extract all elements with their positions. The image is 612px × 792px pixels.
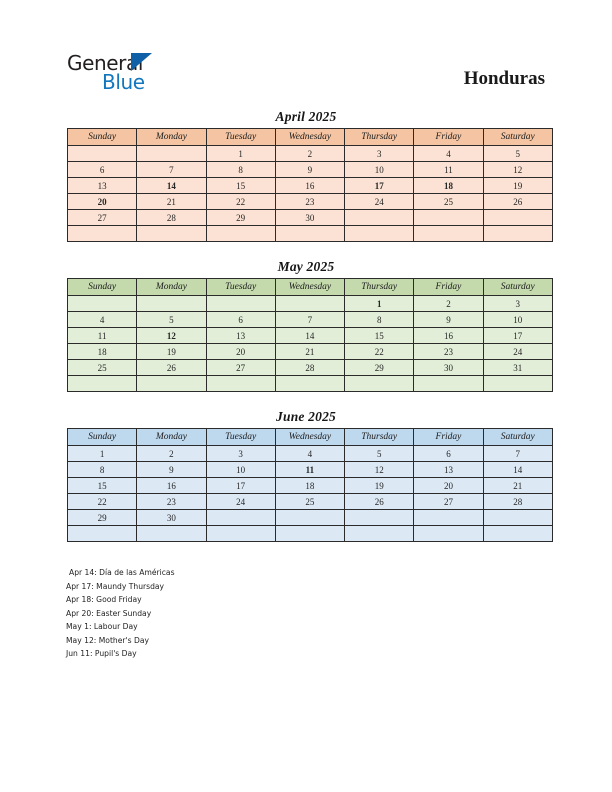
weekday-header-monday: Monday <box>137 279 206 296</box>
calendar-day-holiday[interactable]: 12 <box>137 328 206 344</box>
holiday-legend-item: Apr 14: Día de las Américas <box>69 568 175 577</box>
weekday-header-tuesday: Tuesday <box>206 129 275 146</box>
calendar-day[interactable]: 26 <box>345 494 414 510</box>
logo-triangle-icon <box>131 53 152 71</box>
weekday-header-thursday: Thursday <box>345 279 414 296</box>
calendar-day[interactable]: 2 <box>275 146 344 162</box>
weekday-header-wednesday: Wednesday <box>275 279 344 296</box>
logo-text-general: General <box>67 51 144 75</box>
weekday-header-tuesday: Tuesday <box>206 279 275 296</box>
weekday-header-friday: Friday <box>414 429 483 446</box>
calendar-day[interactable]: 7 <box>275 312 344 328</box>
weekday-header-row <box>68 429 553 446</box>
calendar-day[interactable]: 5 <box>345 446 414 462</box>
calendar-day[interactable]: 6 <box>68 162 137 178</box>
calendar-week-row <box>68 210 553 226</box>
calendar-day-empty <box>275 226 344 242</box>
calendar-day[interactable]: 18 <box>275 478 344 494</box>
calendar-day-empty <box>483 376 552 392</box>
calendar-week-row <box>68 312 553 328</box>
calendar-day[interactable]: 21 <box>275 344 344 360</box>
calendar-day-holiday[interactable]: 20 <box>68 194 137 210</box>
calendar-day[interactable]: 7 <box>137 162 206 178</box>
calendar-day[interactable]: 11 <box>414 162 483 178</box>
calendar-day[interactable]: 13 <box>68 178 137 194</box>
calendar-day[interactable]: 27 <box>206 360 275 376</box>
calendar-day-empty <box>345 226 414 242</box>
holiday-legend-item: May 1: Labour Day <box>66 622 138 632</box>
calendar-day[interactable]: 29 <box>68 510 137 526</box>
calendar-day[interactable]: 16 <box>414 328 483 344</box>
weekday-header-saturday: Saturday <box>483 129 552 146</box>
calendar-week-row <box>68 494 553 510</box>
calendar-day[interactable]: 24 <box>206 494 275 510</box>
calendar-day-empty <box>345 526 414 542</box>
calendar-day[interactable]: 10 <box>206 462 275 478</box>
calendar-day[interactable]: 9 <box>275 162 344 178</box>
calendar-day-empty <box>345 510 414 526</box>
calendar-day[interactable]: 8 <box>68 462 137 478</box>
calendar-day-empty <box>345 376 414 392</box>
weekday-header-saturday: Saturday <box>483 429 552 446</box>
calendar-day[interactable]: 6 <box>206 312 275 328</box>
month-title: June 2025 <box>276 409 336 424</box>
calendar-day[interactable]: 8 <box>206 162 275 178</box>
calendar-day-holiday[interactable]: 11 <box>275 462 344 478</box>
calendar-day[interactable]: 15 <box>345 328 414 344</box>
calendar-day-empty <box>483 226 552 242</box>
month-title: May 2025 <box>277 259 335 274</box>
calendar-day[interactable]: 4 <box>414 146 483 162</box>
holiday-legend-item: Jun 11: Pupil's Day <box>66 649 137 659</box>
weekday-header-thursday: Thursday <box>345 129 414 146</box>
holiday-legend-item: Apr 20: Easter Sunday <box>66 608 152 618</box>
calendar-day[interactable]: 22 <box>68 494 137 510</box>
calendar-day-empty <box>414 376 483 392</box>
calendar-day[interactable]: 12 <box>345 462 414 478</box>
weekday-header-monday: Monday <box>137 129 206 146</box>
calendar-week-row <box>68 478 553 494</box>
calendar-day[interactable]: 30 <box>414 360 483 376</box>
calendar-week-row <box>68 178 553 194</box>
calendar-day[interactable]: 7 <box>483 446 552 462</box>
calendar-grid <box>67 278 553 392</box>
calendar-day-empty <box>206 296 275 312</box>
calendar-day[interactable]: 5 <box>137 312 206 328</box>
calendar-day[interactable]: 23 <box>137 494 206 510</box>
calendar-day-empty <box>345 210 414 226</box>
weekday-header-tuesday: Tuesday <box>206 429 275 446</box>
calendar-day-holiday[interactable]: 17 <box>345 178 414 194</box>
calendar-day[interactable]: 3 <box>206 446 275 462</box>
calendar-day-empty <box>206 376 275 392</box>
weekday-header-monday: Monday <box>137 429 206 446</box>
holiday-legend <box>66 566 466 661</box>
calendar-day[interactable]: 22 <box>345 344 414 360</box>
calendar-day[interactable]: 17 <box>206 478 275 494</box>
calendar-day[interactable]: 3 <box>345 146 414 162</box>
calendar-grid <box>67 428 553 542</box>
calendar-body <box>68 146 553 242</box>
holiday-legend-item: Apr 17: Maundy Thursday <box>66 581 165 591</box>
weekday-header-saturday: Saturday <box>483 279 552 296</box>
calendar-body <box>68 446 553 542</box>
calendar-day[interactable]: 1 <box>206 146 275 162</box>
weekday-header-friday: Friday <box>414 129 483 146</box>
calendar-week-row <box>68 194 553 210</box>
calendar-month-june <box>67 408 545 542</box>
calendar-day-empty <box>137 376 206 392</box>
weekday-header-row <box>68 279 553 296</box>
calendar-day[interactable]: 1 <box>68 446 137 462</box>
calendar-day-empty <box>137 296 206 312</box>
calendar-day-empty <box>483 510 552 526</box>
weekday-header-wednesday: Wednesday <box>275 129 344 146</box>
calendar-week-row <box>68 446 553 462</box>
calendar-day-empty <box>68 376 137 392</box>
calendar-day[interactable]: 16 <box>137 478 206 494</box>
calendar-day-empty <box>483 210 552 226</box>
calendar-day[interactable]: 28 <box>137 210 206 226</box>
calendar-day[interactable]: 30 <box>275 210 344 226</box>
calendar-day[interactable]: 12 <box>483 162 552 178</box>
calendar-day[interactable]: 31 <box>483 360 552 376</box>
calendar-month-may <box>67 258 545 392</box>
calendar-day-empty <box>137 226 206 242</box>
holiday-legend-item: Apr 18: Good Friday <box>66 595 142 605</box>
page-title: Honduras <box>463 68 545 89</box>
calendar-day-empty <box>414 526 483 542</box>
calendar-day-empty <box>206 510 275 526</box>
calendar-day[interactable]: 24 <box>483 344 552 360</box>
calendar-day[interactable]: 2 <box>137 446 206 462</box>
calendar-day-empty <box>414 510 483 526</box>
calendar-day-empty <box>275 376 344 392</box>
calendar-day[interactable]: 5 <box>483 146 552 162</box>
calendar-day[interactable]: 9 <box>137 462 206 478</box>
calendar-day[interactable]: 27 <box>414 494 483 510</box>
calendar-week-row <box>68 360 553 376</box>
calendar-day-empty <box>414 210 483 226</box>
calendar-day-holiday[interactable]: 1 <box>345 296 414 312</box>
calendar-day[interactable]: 29 <box>345 360 414 376</box>
calendar-day[interactable]: 21 <box>137 194 206 210</box>
calendar-day-empty <box>206 526 275 542</box>
calendar-day[interactable]: 4 <box>275 446 344 462</box>
calendar-day[interactable]: 30 <box>137 510 206 526</box>
calendar-day[interactable]: 19 <box>137 344 206 360</box>
calendar-day[interactable]: 15 <box>206 178 275 194</box>
calendar-day[interactable]: 22 <box>206 194 275 210</box>
calendar-day[interactable]: 19 <box>483 178 552 194</box>
calendar-day-holiday[interactable]: 18 <box>414 178 483 194</box>
calendar-day[interactable]: 25 <box>414 194 483 210</box>
holiday-legend-item: May 12: Mother's Day <box>66 635 149 645</box>
calendar-day[interactable]: 11 <box>68 328 137 344</box>
calendar-day[interactable]: 29 <box>206 210 275 226</box>
calendar-day-empty <box>414 226 483 242</box>
weekday-header-wednesday: Wednesday <box>275 429 344 446</box>
calendar-day[interactable]: 16 <box>275 178 344 194</box>
calendar-day[interactable]: 28 <box>275 360 344 376</box>
calendar-day[interactable]: 9 <box>414 312 483 328</box>
month-title: April 2025 <box>275 109 337 124</box>
calendar-day[interactable]: 3 <box>483 296 552 312</box>
calendar-week-row <box>68 526 553 542</box>
weekday-header-thursday: Thursday <box>345 429 414 446</box>
calendar-day[interactable]: 17 <box>483 328 552 344</box>
calendar-day[interactable]: 13 <box>206 328 275 344</box>
weekday-header-friday: Friday <box>414 279 483 296</box>
calendar-day[interactable]: 14 <box>275 328 344 344</box>
calendar-day[interactable]: 20 <box>206 344 275 360</box>
calendar-day[interactable]: 21 <box>483 478 552 494</box>
calendar-day-empty <box>137 526 206 542</box>
general-blue-logo[interactable] <box>67 52 187 98</box>
calendar-day-empty <box>68 296 137 312</box>
calendar-week-row <box>68 510 553 526</box>
calendar-day[interactable]: 8 <box>345 312 414 328</box>
calendar-day[interactable]: 26 <box>137 360 206 376</box>
calendar-day[interactable]: 24 <box>345 194 414 210</box>
calendar-day-empty <box>68 226 137 242</box>
weekday-header-sunday: Sunday <box>68 129 137 146</box>
calendar-week-row <box>68 328 553 344</box>
calendar-week-row <box>68 162 553 178</box>
calendar-day[interactable]: 25 <box>275 494 344 510</box>
calendar-day[interactable]: 4 <box>68 312 137 328</box>
calendar-day-empty <box>275 526 344 542</box>
calendar-day-empty <box>137 146 206 162</box>
calendar-day-empty <box>275 296 344 312</box>
calendar-week-row <box>68 296 553 312</box>
weekday-header-sunday: Sunday <box>68 429 137 446</box>
calendar-day[interactable]: 25 <box>68 360 137 376</box>
calendar-month-april <box>67 108 545 242</box>
calendar-week-row <box>68 344 553 360</box>
calendar-day[interactable]: 18 <box>68 344 137 360</box>
logo-text-blue: Blue <box>102 70 145 94</box>
calendar-day[interactable]: 23 <box>275 194 344 210</box>
calendar-day-empty <box>206 226 275 242</box>
calendar-day[interactable]: 28 <box>483 494 552 510</box>
calendar-body <box>68 296 553 392</box>
calendar-day-empty <box>483 526 552 542</box>
calendar-day[interactable]: 19 <box>345 478 414 494</box>
calendar-day[interactable]: 26 <box>483 194 552 210</box>
calendar-day-empty <box>275 510 344 526</box>
calendar-week-row <box>68 226 553 242</box>
calendar-day[interactable]: 14 <box>483 462 552 478</box>
calendar-day-empty <box>68 146 137 162</box>
calendar-week-row <box>68 462 553 478</box>
calendar-day[interactable]: 6 <box>414 446 483 462</box>
calendar-day[interactable]: 20 <box>414 478 483 494</box>
calendar-week-row <box>68 146 553 162</box>
weekday-header-sunday: Sunday <box>68 279 137 296</box>
calendar-day-holiday[interactable]: 14 <box>137 178 206 194</box>
calendar-day-empty <box>68 526 137 542</box>
calendar-week-row <box>68 376 553 392</box>
calendar-day[interactable]: 23 <box>414 344 483 360</box>
calendar-grid <box>67 128 553 242</box>
calendar-day[interactable]: 13 <box>414 462 483 478</box>
calendar-day[interactable]: 2 <box>414 296 483 312</box>
calendar-day[interactable]: 10 <box>483 312 552 328</box>
calendar-day[interactable]: 15 <box>68 478 137 494</box>
page-header <box>0 0 612 105</box>
calendar-day[interactable]: 27 <box>68 210 137 226</box>
weekday-header-row <box>68 129 553 146</box>
calendar-day[interactable]: 10 <box>345 162 414 178</box>
